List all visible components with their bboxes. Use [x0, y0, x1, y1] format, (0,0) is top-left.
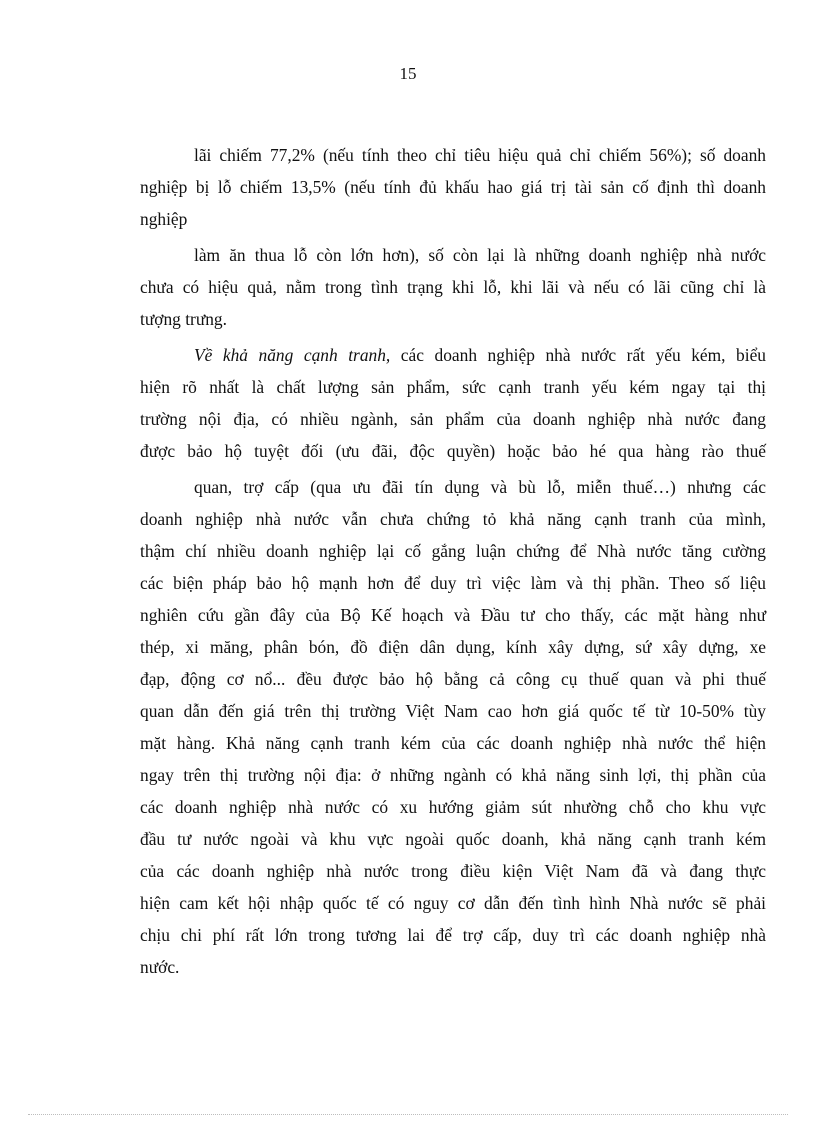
paragraph-3-line-1 [140, 339, 766, 371]
paragraph-2 [140, 239, 766, 335]
paragraph-4-line-3: thậm chí nhiều doanh nghiệp lại cố gắng luận chứng để Nhà nước tăng cường [140, 541, 766, 561]
paragraph-4-line-5: nghiên cứu gần đây của Bộ Kế hoạch và Đầu tư cho thấy, các mặt hàng như [140, 605, 766, 625]
paragraph-4-line-1: quan, trợ cấp (qua ưu đãi tín dụng và bù lỗ, miễn thuế…) nhưng các [194, 477, 766, 497]
paragraph-2-line-1: làm ăn thua lỗ còn lớn hơn), số còn lại là những doanh nghiệp nhà nước [194, 245, 766, 265]
paragraph-4-line-2: doanh nghiệp nhà nước vẫn chưa chứng tỏ khả năng cạnh tranh của mình, [140, 509, 766, 529]
paragraph-4-line-7: đạp, động cơ nổ... đều được bảo hộ bằng cả công cụ thuế quan và phi thuế [140, 669, 766, 689]
paragraph-1-line-3: nghiệp [140, 209, 188, 229]
paragraph-3-line-2: hiện rõ nhất là chất lượng sản phẩm, sức cạnh tranh yếu kém ngay tại thị [140, 377, 766, 397]
page-bottom-dotted-rule [28, 1114, 788, 1115]
paragraph-4-line-11: các doanh nghiệp nhà nước có xu hướng giảm sút nhường chỗ cho khu vực [140, 797, 766, 817]
paragraph-4-line-13: của các doanh nghiệp nhà nước trong điều kiện Việt Nam đã và đang thực [140, 861, 766, 881]
paragraph-4-line-10: ngay trên thị trường nội địa: ở những ngành có khả năng sinh lợi, thị phần của [140, 765, 766, 785]
paragraph-3-line-4: được bảo hộ tuyệt đối (ưu đãi, độc quyền) hoặc bảo hé qua hàng rào thuế [140, 441, 766, 461]
paragraph-4-line-8: quan dẫn đến giá trên thị trường Việt Nam cao hơn giá quốc tế từ 10-50% tùy [140, 701, 766, 721]
paragraph-2-line-2: chưa có hiệu quả, nằm trong tình trạng khi lỗ, khi lãi và nếu có lãi cũng chỉ là [140, 277, 766, 297]
paragraph-4-line-15: chịu chi phí rất lớn trong tương lai để trợ cấp, duy trì các doanh nghiệp nhà [140, 925, 766, 945]
page-number: 15 [399, 64, 417, 83]
paragraph-4-line-16: nước. [140, 957, 180, 977]
paragraph-4 [140, 471, 766, 983]
paragraph-4-line-6: thép, xi măng, phân bón, đồ điện dân dụng, kính xây dựng, sứ xây dựng, xe [140, 637, 766, 657]
paragraph-3-line-3: trường nội địa, có nhiều ngành, sản phẩm của doanh nghiệp nhà nước đang [140, 409, 766, 429]
paragraph-2-line-3: tượng trưng. [140, 309, 227, 329]
paragraph-1-line-2: nghiệp bị lỗ chiếm 13,5% (nếu tính đủ khấu hao giá trị tài sản cố định thì doanh [140, 177, 766, 197]
paragraph-4-line-14: hiện cam kết hội nhập quốc tế có nguy cơ dẫn đến tình hình Nhà nước sẽ phải [140, 893, 766, 913]
paragraph-4-line-9: mặt hàng. Khả năng cạnh tranh kém của các doanh nghiệp nhà nước thể hiện [140, 733, 766, 753]
paragraph-3 [140, 339, 766, 467]
paragraph-4-line-4: các biện pháp bảo hộ mạnh hơn để duy trì việc làm và thị phần. Theo số liệu [140, 573, 766, 593]
paragraph-4-line-12: đầu tư nước ngoài và khu vực ngoài quốc doanh, khả năng cạnh tranh kém [140, 829, 766, 849]
paragraph-3-line-1-rest: các doanh nghiệp nhà nước rất yếu kém, biểu [390, 345, 766, 365]
paragraph-1-line-1: lãi chiếm 77,2% (nếu tính theo chỉ tiêu hiệu quả chỉ chiếm 56%); số doanh [194, 145, 766, 165]
paragraph-1 [140, 139, 766, 235]
paragraph-3-italic-lead: Về khả năng cạnh tranh, [194, 345, 391, 365]
